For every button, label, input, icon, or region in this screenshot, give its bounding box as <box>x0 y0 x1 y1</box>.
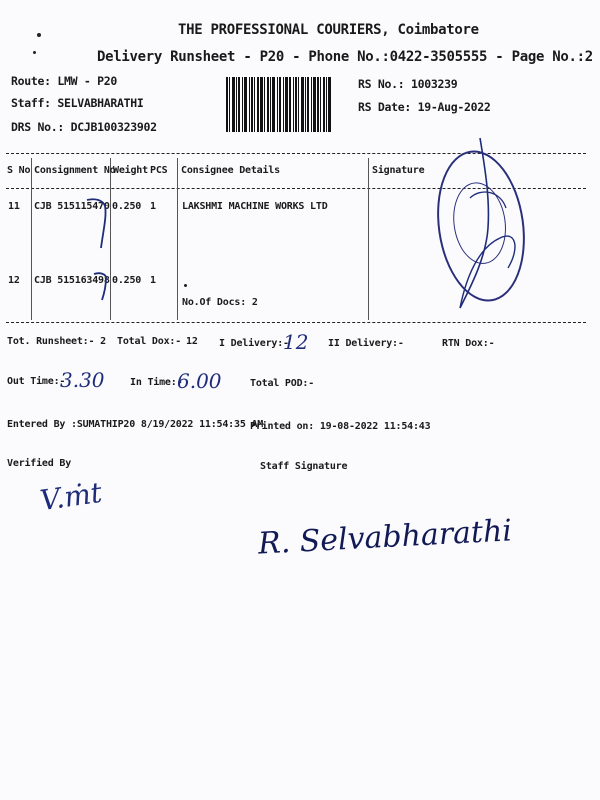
col-header-sno: S No <box>7 165 31 176</box>
staff-text: Staff: SELVABHARATHI <box>11 96 144 110</box>
col-header-consignee: Consignee Details <box>181 165 280 176</box>
row1-consignment: CJB 515115470 <box>34 201 110 212</box>
row2-sno: 12 <box>8 275 20 286</box>
doc-title: THE PROFESSIONAL COURIERS, Coimbatore <box>178 22 479 38</box>
entered-by: Entered By :SUMATHIP20 8/19/2022 11:54:35 AM <box>7 419 264 430</box>
printed-on: Printed on: 19-08-2022 11:54:43 <box>250 421 431 432</box>
in-time-handwritten: 6.00 <box>177 369 222 393</box>
rs-number: RS No.: 1003239 <box>358 77 458 91</box>
row2-pcs: 1 <box>150 275 156 286</box>
drs-text: DRS No.: DCJB100323902 <box>11 120 157 134</box>
i-delivery-label: I Delivery:- <box>219 338 289 349</box>
row2-consignment: CJB 515163498 <box>34 275 110 286</box>
col-divider <box>368 158 369 320</box>
col-header-weight: Weight <box>113 165 148 176</box>
total-runsheet: Tot. Runsheet:- 2 <box>7 336 106 347</box>
total-dox-label: Total Dox:- <box>117 336 182 347</box>
rtn-dox-label: RTN Dox:- <box>442 338 495 349</box>
rs-date: RS Date: 19-Aug-2022 <box>358 100 491 114</box>
row2-doc-count: No.Of Docs: 2 <box>182 297 258 308</box>
tick-mark-icon <box>92 268 112 302</box>
tick-mark-icon <box>85 192 115 252</box>
speck <box>37 33 41 37</box>
row1-sno: 11 <box>8 201 20 212</box>
route-text: Route: LMW - P20 <box>11 74 117 88</box>
col-header-pcs: PCS <box>150 165 168 176</box>
speck <box>184 284 187 287</box>
total-pod-label: Total POD:- <box>250 378 315 389</box>
speck <box>33 51 36 54</box>
total-dox-value: 12 <box>186 336 198 347</box>
col-divider <box>31 158 32 320</box>
verified-signature: V.ṁt <box>38 475 105 518</box>
col-header-consignment: Consignment No <box>34 165 116 176</box>
row1-pcs: 1 <box>150 201 156 212</box>
doc-subtitle: Delivery Runsheet - P20 - Phone No.:0422-3505555 - Page No.:2 <box>97 49 593 65</box>
barcode <box>226 77 351 132</box>
out-time-handwritten: 3.30 <box>60 368 105 392</box>
i-delivery-handwritten: 12 <box>283 330 309 354</box>
row2-weight: 0.250 <box>112 275 142 286</box>
staff-signature: R. Selvabharathi <box>257 513 513 562</box>
row1-weight: 0.250 <box>112 201 142 212</box>
stamp-signature-icon <box>430 128 540 318</box>
table-bottom-rule <box>6 322 586 323</box>
ii-delivery-label: II Delivery:- <box>328 338 404 349</box>
verified-by-label: Verified By <box>7 458 72 469</box>
col-divider <box>177 158 178 320</box>
row1-consignee: LAKSHMI MACHINE WORKS LTD <box>182 201 328 212</box>
in-time-label: In Time:- <box>130 377 183 388</box>
staff-signature-label: Staff Signature <box>260 461 348 472</box>
col-header-signature: Signature <box>372 165 425 176</box>
out-time-label: Out Time:- <box>7 376 66 387</box>
